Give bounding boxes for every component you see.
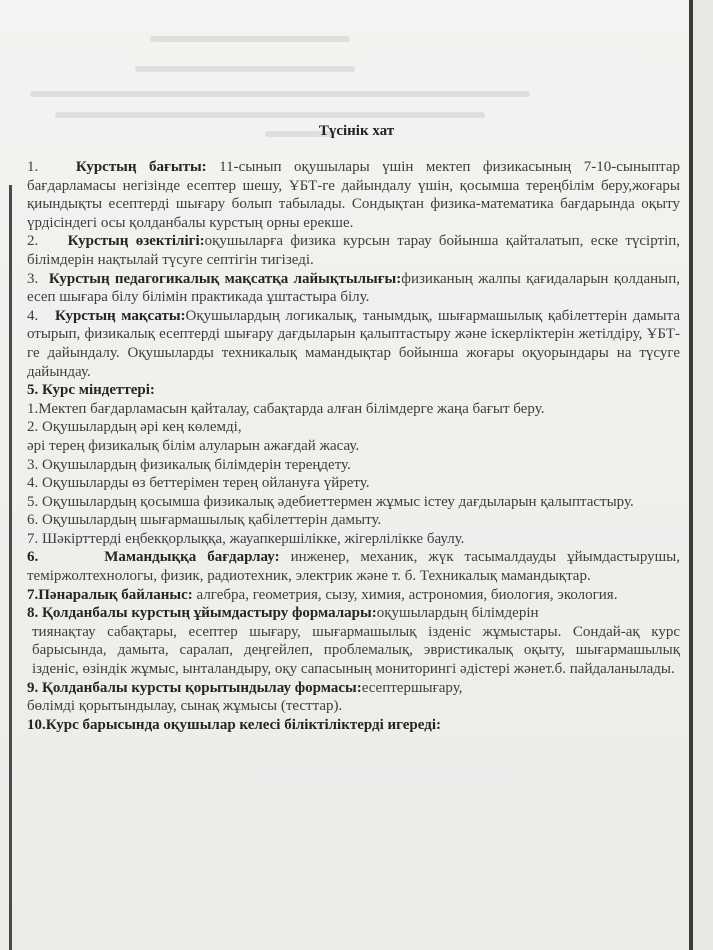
item-heading: Курстың бағыты: <box>75 159 207 175</box>
document-body <box>27 158 680 734</box>
task-item: әрі терең физикалық білім алуларын ажағдай жасау. <box>27 437 360 454</box>
right-border-line <box>689 0 693 950</box>
summary-form-cont: бөлімді қорытындылау, сынақ жұмысы (тесттар). <box>27 698 343 715</box>
item-number: 2. <box>27 233 39 250</box>
forms-text-first: оқушылардың білімдерін <box>376 605 539 622</box>
document-title: Түсінік хат <box>318 123 395 139</box>
forms-heading: 8. Қолданбалы курстың ұйымдастыру формалары: <box>27 605 377 622</box>
interdisciplinary-heading: 7.Пәнаралық байланыс: <box>27 586 193 603</box>
career-number: 6. <box>27 549 39 566</box>
task-item: 3. Оқушылардың физикалық білімдерін тереңдету. <box>27 456 351 473</box>
career-heading: Мамандыққа бағдарлау: <box>104 549 280 566</box>
tasks-heading-text: 5. Курс міндеттері: <box>27 382 155 399</box>
item-heading: Курстың педагогикалық мақсатқа лайықтылығы: <box>48 270 402 287</box>
task-item: 1.Мектеп бағдарламасын қайталау, сабақтарда алған білімдерге жаңа бағыт беру. <box>27 400 545 417</box>
item-goal <box>27 307 680 381</box>
interdisciplinary-links <box>27 586 680 605</box>
career-orientation <box>27 548 680 585</box>
item-text: Оқушылардың логикалық, танымдық, шығармашылық қабілеттерін дамыта отырып, физикалық есептерді шығару дағдыларын қалыптастыру және іскерліктерін жетілдіру, ҰБТ-ге дайындалу. Оқушыларды техникалық мамандықтар бойынша жоғары оқуорындары на түсуге дайындау. <box>27 307 680 380</box>
competences-heading <box>27 716 680 735</box>
summary-heading: 9. Қолданбалы курсты қорытындылау формасы: <box>27 679 362 696</box>
item-heading: Курстың мақсаты: <box>54 307 186 324</box>
bleed-through-line <box>135 66 355 72</box>
item-number: 3. <box>27 270 39 287</box>
bleed-through-line <box>55 112 485 118</box>
summary-text-first: есептершығару, <box>361 679 463 696</box>
bleed-through-line <box>150 36 350 42</box>
task-item: 7. Шәкірттерді еңбекқорлыққа, жауапкершілікке, жігерлілікке баулу. <box>27 530 465 547</box>
task-item: 5. Оқушылардың қосымша физикалық әдебиеттермен жұмыс істеу дағдыларын қалыптастыру. <box>27 493 634 510</box>
item-pedagogical-fit <box>27 270 680 307</box>
item-relevance <box>27 232 680 269</box>
tasks-heading <box>27 381 680 400</box>
item-text: физиканың жалпы қағидаларын қолданып, есеп шығара білу білімін практикада ұштастыра білу. <box>27 270 680 306</box>
task-item: 4. Оқушыларды өз беттерімен терең ойлануға үйрету. <box>27 475 370 492</box>
task-item: 6. Оқушылардың шығармашылық қабілеттерін дамыту. <box>27 512 382 529</box>
item-number: 1. <box>27 159 39 175</box>
summary-form <box>27 679 680 698</box>
item-text: 11-сынып оқушылары үшін мектеп физикасының 7-10-сыныптар бағдарламасы негізінде есептер шешу, ҰБТ-ге дайындалу үшін, қосымша тереңбілім беру,жоғары қиындықты есептерді шығару болып табылады. Сондықтан физика-математика бағдарында оқыту үрдісіндегі осы қолданбалы курстың орны ерекше. <box>27 159 680 231</box>
interdisciplinary-text: алгебра, геометрия, сызу, химия, астрономия, биология, экология. <box>192 586 618 603</box>
organization-forms <box>27 604 680 623</box>
item-text: оқушыларға физика курсын тарау бойынша қайталатып, еске түсіртіп, білімдерін нақтылай түсуге септігін тигізеді. <box>27 233 681 268</box>
left-border-line <box>9 185 12 950</box>
page-right-margin <box>693 0 713 950</box>
career-text: инженер, механик, жүк тасымалдауды ұйымдастырушы, теміржолтехнологы, физик, радиотехник, электрик және т. б. Техникалық мамандықтар. <box>27 549 680 585</box>
task-item: 2. Оқушылардың әрі кең көлемді, <box>27 419 242 436</box>
item-number: 4. <box>27 307 39 324</box>
organization-forms-cont: тиянақтау сабақтары, есептер шығару, шығармашылық ізденіс жұмыстары. Сондай-ақ курс барысында, дамыта, саралап, деңгейлеп, проблемалық, эвристикалық оқыту, шығармашылық ізденіс, өзіндік жұмыс, ынталандыру, оқу сапасының мониторингі әдістері жәнет.б. пайдаланылады. <box>32 623 680 678</box>
item-direction <box>27 158 680 232</box>
item-heading: Курстың өзектілігі: <box>67 233 205 250</box>
bleed-through-line <box>30 91 530 97</box>
competences-heading-text: 10.Курс барысында оқушылар келесі біліктіліктерді игереді: <box>27 716 441 733</box>
